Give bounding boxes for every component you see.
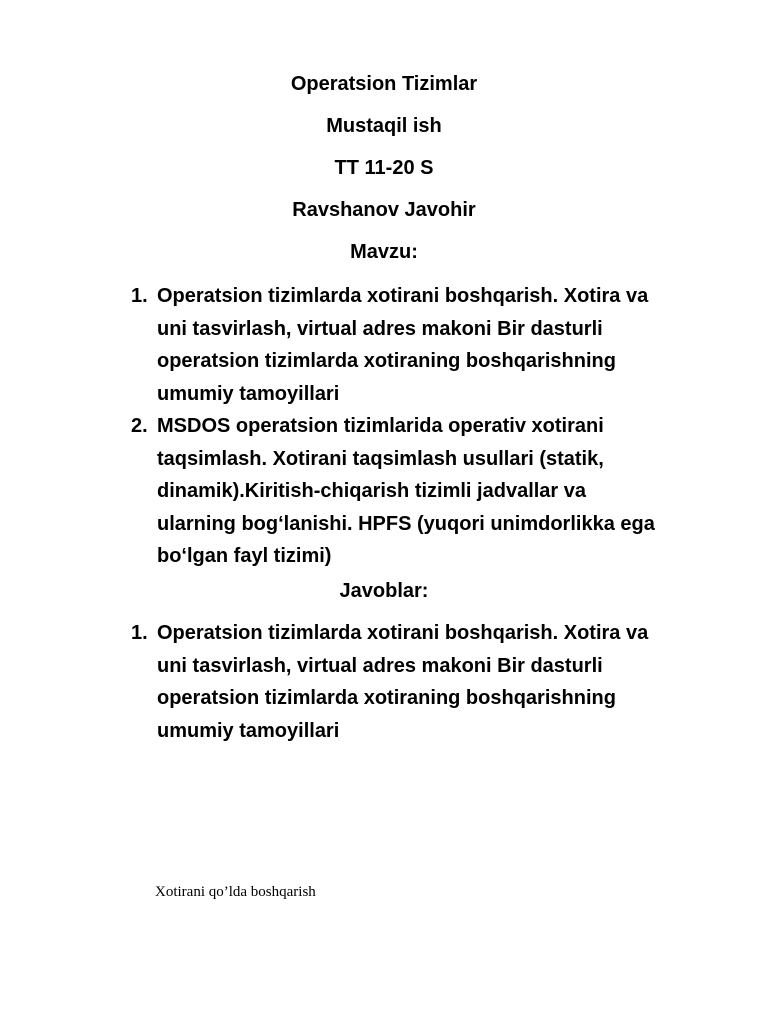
topic-number: 1. [131,285,148,307]
answer-item [131,617,731,747]
topic-line: dinamik).Kiritish-chiqarish tizimli jadvallar va [157,480,587,502]
work-type: Mustaqil ish [326,115,442,137]
topic-list [131,280,731,573]
answer-line: operatsion tizimlarda xotiraning boshqarishning [157,687,616,709]
topic-item [131,280,731,410]
answer-line: uni tasvirlash, virtual adres makoni Bir dasturli [157,654,603,677]
answer-number: 1. [131,622,148,644]
topic-line: bo‘lgan fayl tizimi) [157,545,332,567]
answers-heading: Javoblar: [339,580,429,602]
document-title: Operatsion Tizimlar [290,73,478,95]
topic-line: operatsion tizimlarda xotiraning boshqarishning [157,350,616,372]
topic-line: taqsimlash. Xotirani taqsimlash usullari (statik, [157,447,604,470]
topic-number: 2. [131,415,148,437]
subsection-text: Xotirani qo’lda boshqarish [155,884,316,900]
topic-line: MSDOS operatsion tizimlarida operativ xotirani [157,415,604,437]
topic-line: umumiy tamoyillari [157,382,340,405]
author-name: Ravshanov Javohir [292,199,476,221]
group-code: TT 11-20 S [334,157,434,179]
topic-line: uni tasvirlash, virtual adres makoni Bir dasturli [157,317,603,340]
topic-heading: Mavzu: [350,241,418,263]
topic-item [131,410,731,573]
topic-line: ularning bog‘lanishi. HPFS (yuqori unimdorlikka ega [157,512,655,535]
answer-line: umumiy tamoyillari [157,719,340,742]
answer-list [131,617,731,747]
topic-line: Operatsion tizimlarda xotirani boshqarish. Xotira va [157,285,649,307]
answer-line: Operatsion tizimlarda xotirani boshqarish. Xotira va [157,622,649,644]
